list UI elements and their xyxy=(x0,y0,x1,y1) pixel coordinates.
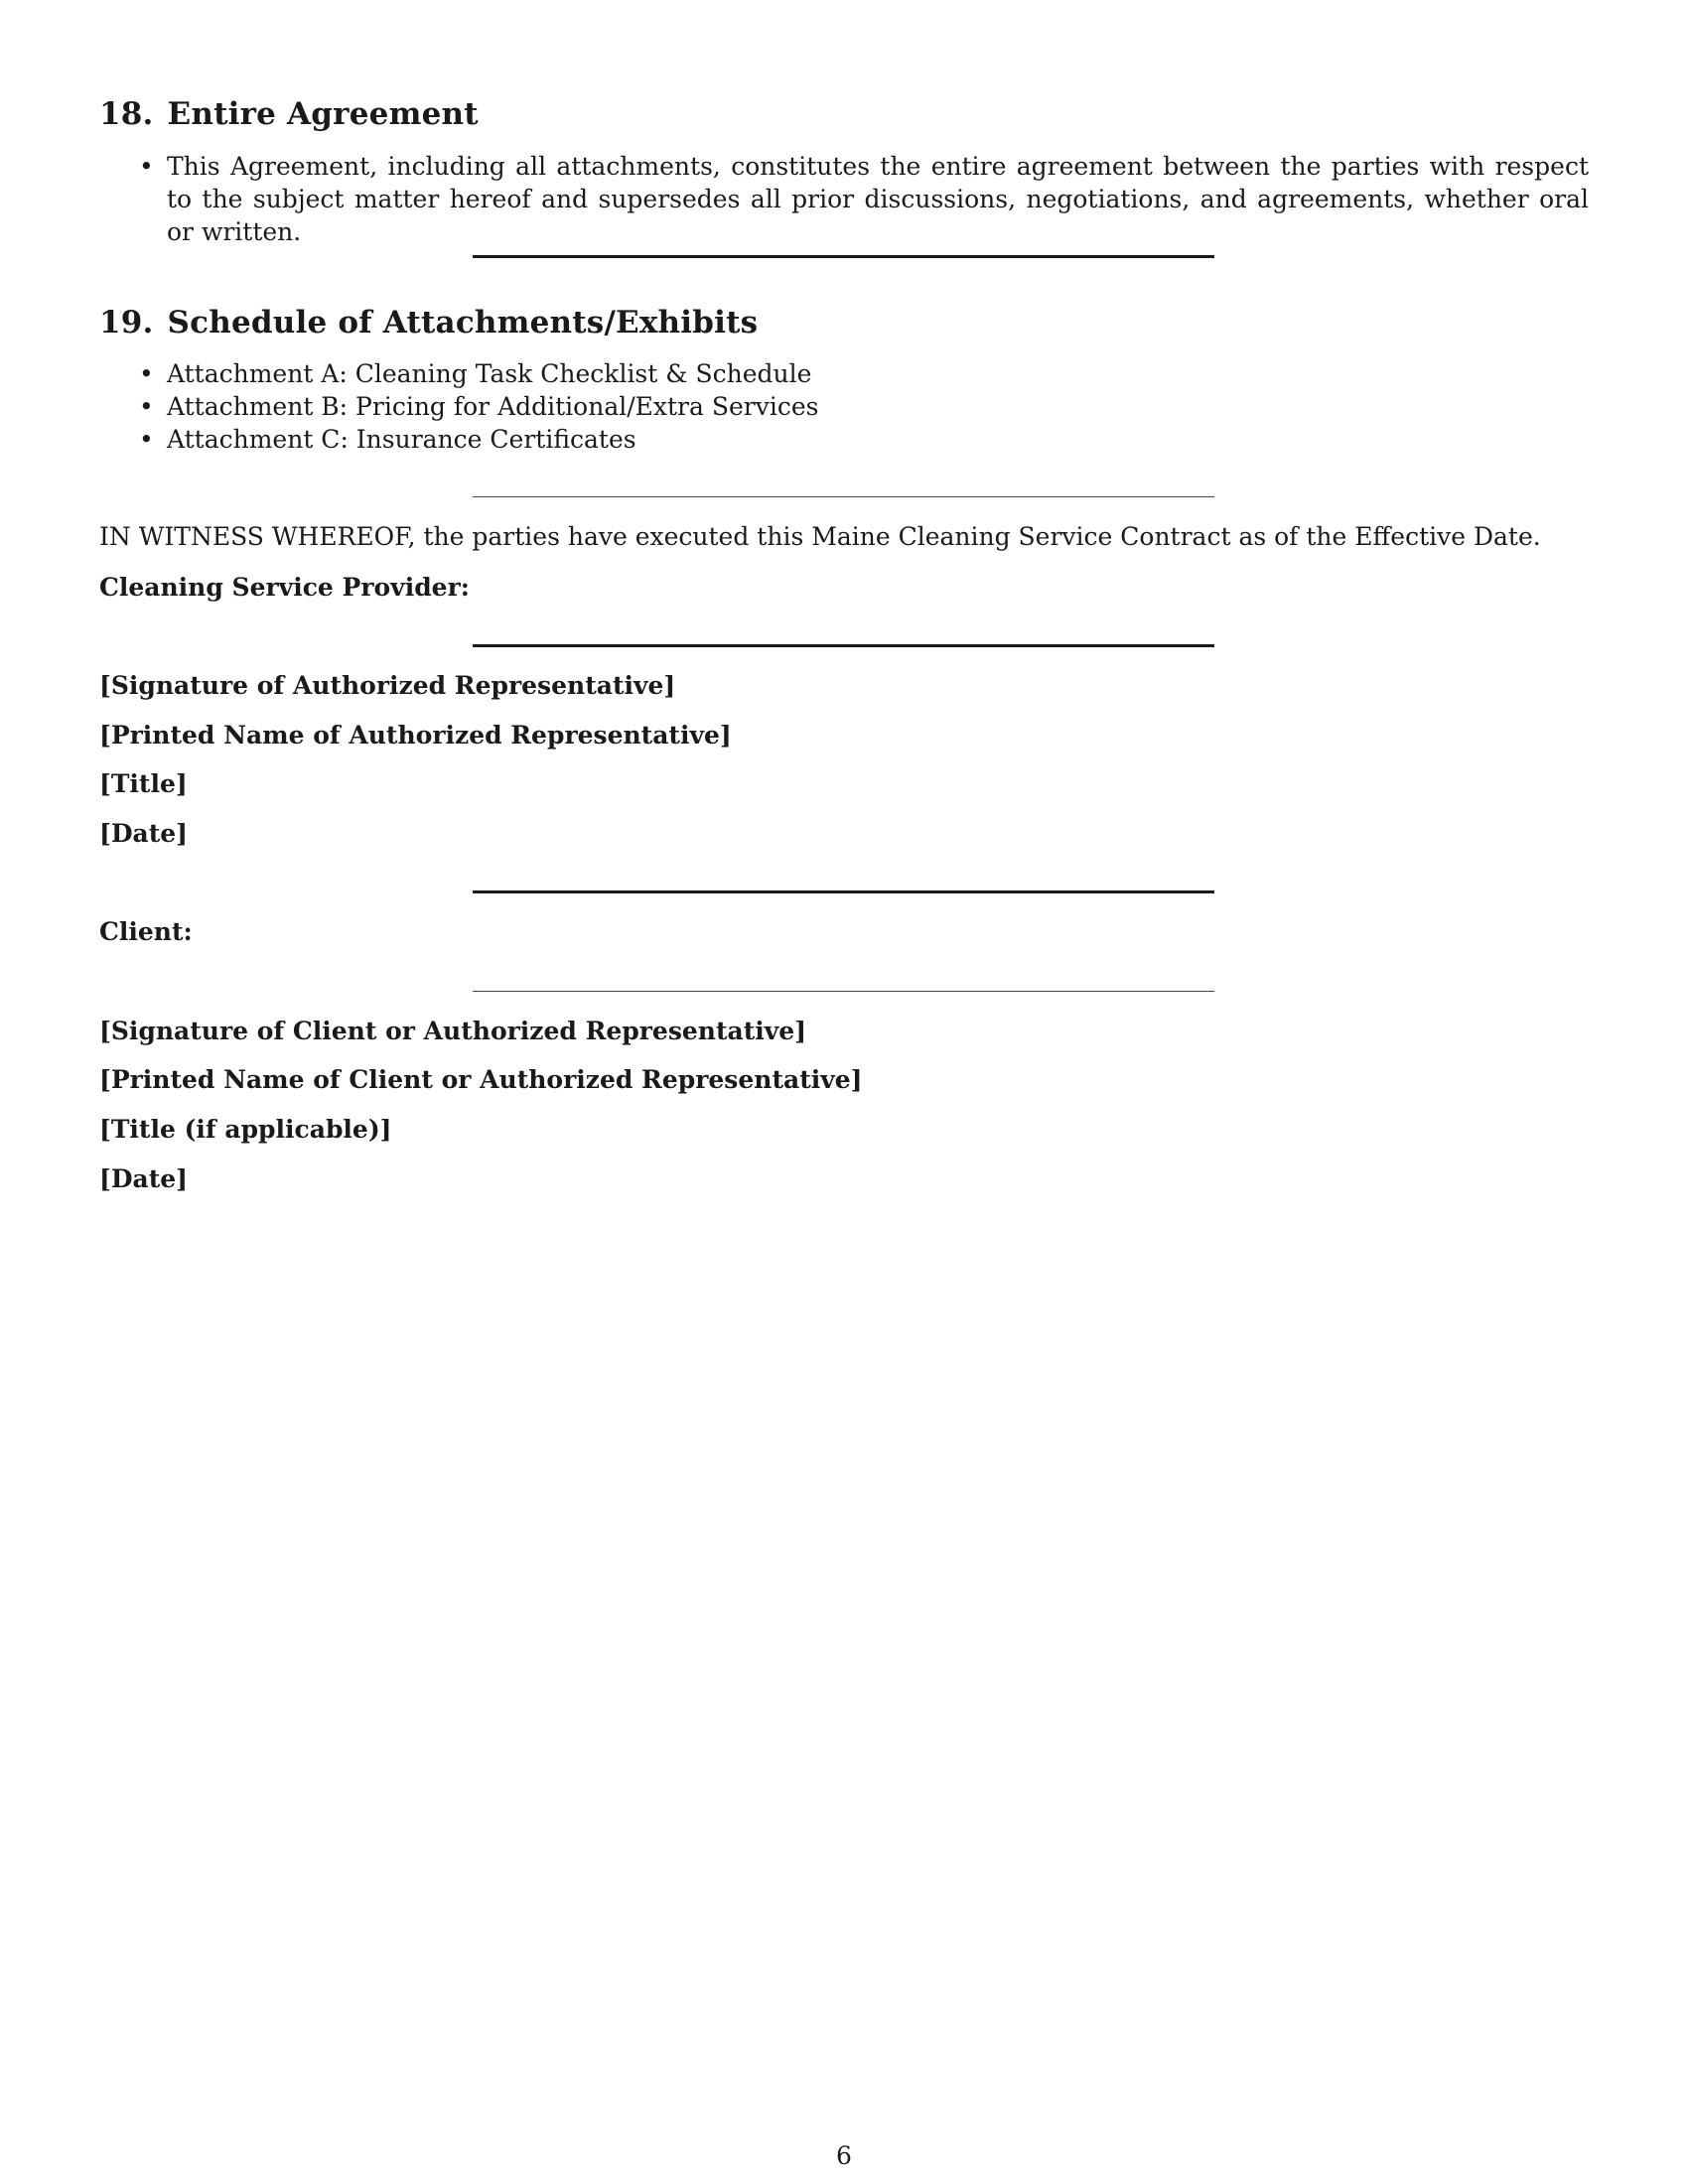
list-item: • Attachment A: Cleaning Task Checklist & Schedule xyxy=(99,357,1589,390)
section-18-title: Entire Agreement xyxy=(167,96,479,132)
list-item: • Attachment B: Pricing for Additional/Extra Services xyxy=(99,390,1589,423)
page-number: 6 xyxy=(836,2141,852,2170)
section-19-heading xyxy=(99,305,758,341)
section-divider xyxy=(473,255,1214,258)
section-18-bullets xyxy=(99,150,1589,248)
list-item: • Attachment C: Insurance Certificates xyxy=(99,423,1589,456)
section-19-bullets xyxy=(99,357,1589,456)
provider-date-field: [Date] xyxy=(99,819,188,848)
provider-printed-name-field: [Printed Name of Authorized Representative] xyxy=(99,721,732,750)
client-date-field: [Date] xyxy=(99,1164,188,1193)
client-heading: Client: xyxy=(99,917,193,946)
list-item: • This Agreement, including all attachments, constitutes the entire agreement between the parties with respect to the subject matter hereof and supersedes all prior discussions, negotiations, and agreements, whether oral or written. xyxy=(99,150,1589,248)
section-18-number: 18. xyxy=(99,96,154,132)
client-title-field: [Title (if applicable)] xyxy=(99,1115,392,1144)
client-signature-field: [Signature of Client or Authorized Representative] xyxy=(99,1017,807,1045)
section-divider xyxy=(473,890,1214,893)
client-signature-line xyxy=(473,991,1214,992)
section-19-title: Schedule of Attachments/Exhibits xyxy=(167,305,759,341)
section-19-number: 19. xyxy=(99,305,154,341)
provider-heading: Cleaning Service Provider: xyxy=(99,573,470,602)
section-18-heading xyxy=(99,96,479,132)
provider-signature-line xyxy=(473,644,1214,647)
client-printed-name-field: [Printed Name of Client or Authorized Representative] xyxy=(99,1065,863,1094)
provider-signature-field: [Signature of Authorized Representative] xyxy=(99,671,676,700)
witness-statement: IN WITNESS WHEREOF, the parties have executed this Maine Cleaning Service Contract as of the Effective Date. xyxy=(99,522,1541,551)
section-divider xyxy=(473,496,1214,497)
provider-title-field: [Title] xyxy=(99,769,188,798)
